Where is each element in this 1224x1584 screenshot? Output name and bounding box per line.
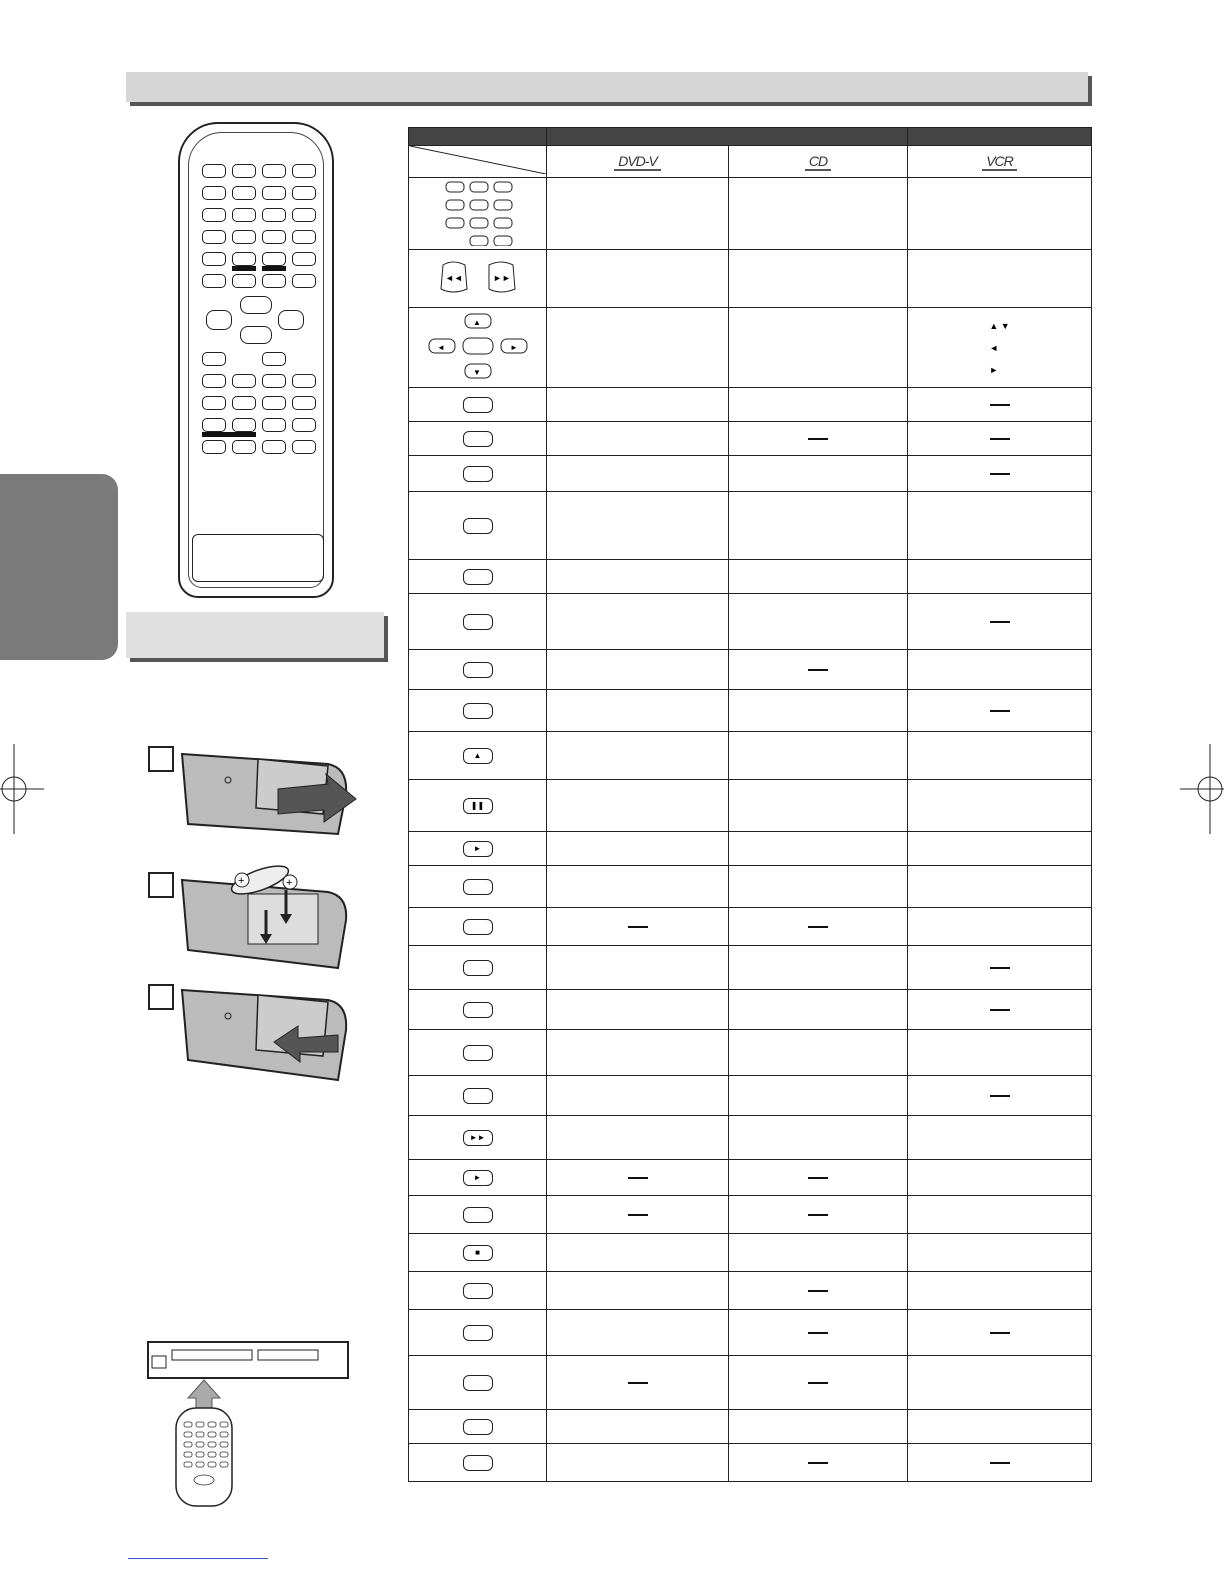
vcr-cell <box>908 492 1092 560</box>
dvd-cell <box>547 594 729 650</box>
dvd-cell <box>547 866 729 908</box>
step-box-2 <box>148 872 174 898</box>
vcr-cell <box>908 594 1092 650</box>
button-icon <box>463 397 493 413</box>
dvd-cell <box>547 456 729 492</box>
table-row <box>409 946 1092 990</box>
vcr-cell <box>908 732 1092 780</box>
dvd-cell <box>547 908 729 946</box>
table-row <box>409 178 1092 250</box>
cd-cell <box>729 780 908 832</box>
svg-text:►: ► <box>509 343 518 352</box>
vcr-cell <box>908 1196 1092 1234</box>
battery-cover-open-illustration <box>178 744 358 844</box>
cd-cell <box>729 866 908 908</box>
dvd-cell <box>547 1356 729 1410</box>
header-cell-button <box>409 128 547 146</box>
table-header-row <box>409 128 1092 146</box>
table-row <box>409 1410 1092 1444</box>
button-icon <box>463 1419 493 1435</box>
dvd-cell <box>547 650 729 690</box>
button-cell <box>409 308 547 388</box>
dvd-cell <box>547 1272 729 1310</box>
button-cell <box>409 1196 547 1234</box>
function-table <box>408 127 1092 1482</box>
vcr-cell <box>908 1356 1092 1410</box>
table-row <box>409 308 1092 388</box>
vcr-cell <box>908 1310 1092 1356</box>
dvd-cell <box>547 1076 729 1116</box>
vcr-arrow-keys: ▲ ▼ ◄ ► <box>989 320 1010 375</box>
button-cell <box>409 422 547 456</box>
button-cell <box>409 1076 547 1116</box>
button-cell <box>409 178 547 250</box>
dvd-cell <box>547 422 729 456</box>
remote-pointing-illustration <box>144 1338 354 1508</box>
remote-control-illustration <box>178 122 334 598</box>
not-available-dash <box>990 621 1010 623</box>
side-section-tab <box>0 474 118 660</box>
vcr-cell <box>908 1030 1092 1076</box>
crop-mark-left <box>0 744 44 834</box>
cd-cell <box>729 1444 908 1482</box>
cd-cell <box>729 732 908 780</box>
vcr-cell <box>908 560 1092 594</box>
cd-cell <box>729 1272 908 1310</box>
stop-icon: ■ <box>463 1245 493 1261</box>
table-row <box>409 1310 1092 1356</box>
not-available-dash <box>808 438 828 440</box>
button-cell <box>409 1160 547 1196</box>
button-cell <box>409 1310 547 1356</box>
cd-cell <box>729 422 908 456</box>
table-row <box>409 650 1092 690</box>
table-row <box>409 1196 1092 1234</box>
disc-logo-row <box>409 146 1092 178</box>
cd-cell <box>729 990 908 1030</box>
vcr-cell <box>908 178 1092 250</box>
table-row <box>409 780 1092 832</box>
header-cell-vcr <box>908 128 1092 146</box>
svg-text:◄: ◄ <box>436 343 445 352</box>
cd-cell <box>729 1356 908 1410</box>
dvd-cell <box>547 1444 729 1482</box>
dvd-cell <box>547 990 729 1030</box>
button-cell <box>409 780 547 832</box>
cd-cell <box>729 388 908 422</box>
cd-cell <box>729 1196 908 1234</box>
cd-cell <box>729 1116 908 1160</box>
button-cell <box>409 908 547 946</box>
table-row <box>409 250 1092 308</box>
vcr-cell <box>908 1444 1092 1482</box>
button-cell <box>409 560 547 594</box>
vcr-logo-cell <box>908 146 1092 178</box>
svg-text:+: + <box>238 875 245 887</box>
table-row <box>409 1444 1092 1482</box>
cd-cell <box>729 178 908 250</box>
table-row <box>409 732 1092 780</box>
button-icon <box>463 569 493 585</box>
rewind-fastforward-icon <box>433 257 523 297</box>
vcr-cell <box>908 832 1092 866</box>
table-row <box>409 990 1092 1030</box>
not-available-dash <box>990 473 1010 475</box>
dvd-cell <box>547 1234 729 1272</box>
button-cell <box>409 946 547 990</box>
cd-cell <box>729 1076 908 1116</box>
button-icon <box>463 1375 493 1391</box>
button-icon <box>463 960 493 976</box>
vcr-cell <box>908 250 1092 308</box>
table-row <box>409 866 1092 908</box>
table-row <box>409 1030 1092 1076</box>
cd-cell <box>729 560 908 594</box>
table-row <box>409 1160 1092 1196</box>
not-available-dash <box>628 926 648 928</box>
dvd-cell <box>547 388 729 422</box>
table-row <box>409 456 1092 492</box>
vcr-cell <box>908 308 1092 388</box>
table-row <box>409 594 1092 650</box>
not-available-dash <box>628 1177 648 1179</box>
crop-mark-right <box>1180 744 1224 834</box>
button-icon <box>463 518 493 534</box>
cd-cell <box>729 456 908 492</box>
not-available-dash <box>990 1095 1010 1097</box>
cd-cell <box>729 946 908 990</box>
vcr-cell <box>908 1116 1092 1160</box>
button-cell <box>409 1030 547 1076</box>
cd-cell <box>729 594 908 650</box>
dvd-cell <box>547 492 729 560</box>
cd-cell <box>729 1410 908 1444</box>
dvd-cell <box>547 1410 729 1444</box>
vcr-cell <box>908 690 1092 732</box>
not-available-dash <box>808 669 828 671</box>
vcr-cell <box>908 1160 1092 1196</box>
cd-logo-cell <box>729 146 908 178</box>
not-available-dash <box>990 1332 1010 1334</box>
dvd-cell <box>547 250 729 308</box>
svg-text:◄◄: ◄◄ <box>444 273 463 283</box>
not-available-dash <box>990 710 1010 712</box>
vcr-cell <box>908 946 1092 990</box>
button-cell <box>409 1444 547 1482</box>
dvd-cell <box>547 732 729 780</box>
table-row <box>409 690 1092 732</box>
svg-text:▼: ▼ <box>472 368 481 377</box>
not-available-dash <box>628 1382 648 1384</box>
not-available-dash <box>990 967 1010 969</box>
button-icon <box>463 466 493 482</box>
table-row <box>409 388 1092 422</box>
svg-text:▲: ▲ <box>472 318 481 327</box>
table-row <box>409 492 1092 560</box>
table-row <box>409 908 1092 946</box>
table-row <box>409 1076 1092 1116</box>
button-cell <box>409 866 547 908</box>
skip-icon: ►► <box>463 1130 493 1146</box>
cd-logo: CD <box>805 153 831 171</box>
button-cell <box>409 1116 547 1160</box>
button-icon <box>463 1045 493 1061</box>
dvd-cell <box>547 308 729 388</box>
table-row <box>409 560 1092 594</box>
table-row <box>409 1116 1092 1160</box>
button-icon <box>463 1088 493 1104</box>
button-cell <box>409 456 547 492</box>
step-box-3 <box>148 984 174 1010</box>
battery-insert-illustration <box>178 850 358 975</box>
vcr-cell <box>908 1272 1092 1310</box>
button-icon <box>463 919 493 935</box>
not-available-dash <box>808 1214 828 1216</box>
button-icon <box>463 1002 493 1018</box>
table-row <box>409 1234 1092 1272</box>
button-cell <box>409 650 547 690</box>
not-available-dash <box>990 1009 1010 1011</box>
svg-text:+: + <box>286 877 293 889</box>
slow-icon: ► <box>463 1170 493 1186</box>
button-cell <box>409 1410 547 1444</box>
dvd-cell <box>547 832 729 866</box>
button-cell <box>409 388 547 422</box>
dvd-logo-cell <box>547 146 729 178</box>
vcr-cell <box>908 990 1092 1030</box>
table-row <box>409 422 1092 456</box>
battery-cover-close-illustration <box>178 980 358 1085</box>
header-cell-dvd-cd <box>547 128 908 146</box>
dvd-cell <box>547 1196 729 1234</box>
button-cell <box>409 1272 547 1310</box>
dvd-cell <box>547 1116 729 1160</box>
vcr-cell <box>908 422 1092 456</box>
vcr-cell <box>908 780 1092 832</box>
cd-cell <box>729 908 908 946</box>
button-icon <box>463 1207 493 1223</box>
cd-cell <box>729 690 908 732</box>
vcr-cell <box>908 1234 1092 1272</box>
step-box-1 <box>148 746 174 772</box>
button-icon <box>463 703 493 719</box>
button-cell <box>409 990 547 1030</box>
cd-cell <box>729 1030 908 1076</box>
cd-cell <box>729 650 908 690</box>
not-available-dash <box>808 1332 828 1334</box>
vcr-cell <box>908 1076 1092 1116</box>
not-available-dash <box>990 438 1010 440</box>
dvd-cell <box>547 946 729 990</box>
pause-icon: ❚❚ <box>463 798 493 814</box>
vcr-cell <box>908 456 1092 492</box>
not-available-dash <box>808 1382 828 1384</box>
button-icon <box>463 1325 493 1341</box>
cd-cell <box>729 250 908 308</box>
dvd-cell <box>547 780 729 832</box>
cd-cell <box>729 832 908 866</box>
dvd-cell <box>547 560 729 594</box>
button-cell <box>409 732 547 780</box>
play-icon: ► <box>463 841 493 857</box>
footer-rule <box>128 1558 268 1559</box>
table-row <box>409 832 1092 866</box>
dvd-cell <box>547 1160 729 1196</box>
button-icon <box>463 614 493 630</box>
button-icon <box>463 662 493 678</box>
not-available-dash <box>990 404 1010 406</box>
vcr-cell <box>908 866 1092 908</box>
button-cell <box>409 690 547 732</box>
button-cell <box>409 832 547 866</box>
not-available-dash <box>808 926 828 928</box>
cd-cell <box>729 1234 908 1272</box>
vcr-cell <box>908 908 1092 946</box>
number-keys-icon <box>438 178 518 246</box>
cd-cell <box>729 1160 908 1196</box>
button-icon <box>463 1283 493 1299</box>
vcr-cell <box>908 650 1092 690</box>
button-cell <box>409 594 547 650</box>
button-icon <box>463 879 493 895</box>
cd-cell <box>729 492 908 560</box>
button-cell <box>409 250 547 308</box>
dvd-cell <box>547 178 729 250</box>
dvd-cell <box>547 1030 729 1076</box>
dvd-cell <box>547 690 729 732</box>
vcr-cell <box>908 1410 1092 1444</box>
not-available-dash <box>808 1290 828 1292</box>
not-available-dash <box>628 1214 648 1216</box>
vcr-logo: VCR <box>982 153 1017 171</box>
cd-cell <box>729 308 908 388</box>
not-available-dash <box>990 1462 1010 1464</box>
eject-icon: ▲ <box>463 748 493 764</box>
table-row <box>409 1272 1092 1310</box>
button-icon <box>463 431 493 447</box>
not-available-dash <box>808 1462 828 1464</box>
button-cell <box>409 1234 547 1272</box>
cd-cell <box>729 1310 908 1356</box>
arrow-cursor-icon <box>423 310 533 382</box>
dvd-cell <box>547 1310 729 1356</box>
button-cell <box>409 492 547 560</box>
svg-text:►►: ►► <box>492 273 511 283</box>
table-row <box>409 1356 1092 1410</box>
section-header-bar <box>126 72 1088 102</box>
diagonal-cell <box>409 146 547 178</box>
button-icon <box>463 1455 493 1471</box>
dvd-logo: DVD-V <box>614 153 661 171</box>
battery-section-header <box>126 612 384 658</box>
vcr-cell <box>908 388 1092 422</box>
not-available-dash <box>808 1177 828 1179</box>
button-cell <box>409 1356 547 1410</box>
